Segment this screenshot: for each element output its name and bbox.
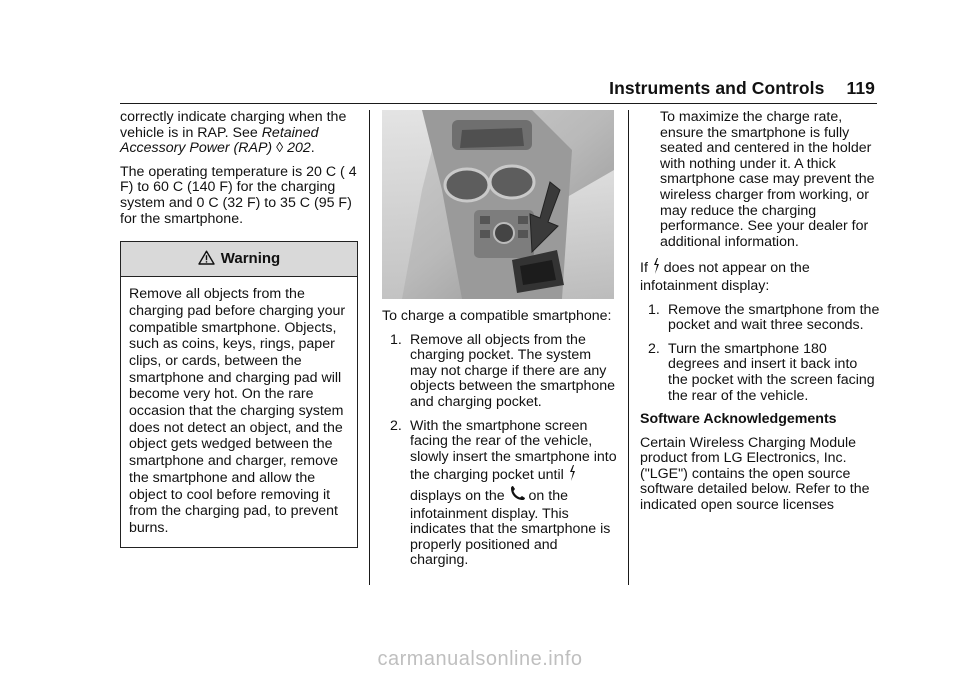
retry-steps	[640, 303, 880, 405]
header-rule	[120, 103, 877, 104]
rap-page-ref[interactable]: 202	[287, 140, 311, 157]
watermark: carmanualsonline.info	[377, 648, 583, 670]
charge-intro: To charge a compatible smartphone:	[382, 308, 612, 324]
charging-bolt-icon	[652, 258, 660, 279]
page-number: 119	[846, 78, 875, 98]
warning-triangle-icon	[198, 250, 215, 269]
warning-box	[120, 241, 358, 548]
section-title: Instruments and Controls	[609, 78, 825, 98]
charge-steps	[382, 333, 618, 569]
warning-text: Remove all objects from the charging pad before charging your compatible smartphone. Objects, such as coins, keys, rings, paper clips, or cards, between the smartphone and charging pad will become very hot. On the rare occasion that the charging system does not detect an object, and the object gets wedged between the smartphone and charger, remove the smartphone and allow the object to cool before removing it from the charging pad, to prevent burns.	[129, 286, 346, 536]
rap-link[interactable]: Retained Accessory Power (RAP)	[120, 124, 319, 157]
software-paragraph: Certain Wireless Charging Module product from LG Electronics, Inc. ("LGE") contains the open source software detailed below. Refer to the indicated open source licenses	[640, 434, 870, 514]
list-item: 2. Turn the smartphone 180 degrees and insert it back into the pocket with the screen facing the rear of the vehicle.	[648, 340, 875, 404]
column-3	[640, 110, 880, 522]
column-divider-1	[369, 110, 370, 585]
list-item: 2. With the smartphone screen facing the rear of the vehicle, slowly insert the smartphone into the charging pocket until displays on the on the infotainment display. This indicates that the smartphone is properly positioned and charging.	[390, 417, 617, 569]
not-displayed-paragraph: If does not appear on the infotainment display:	[640, 260, 810, 294]
column-2	[382, 110, 618, 577]
phone-handset-icon	[509, 486, 525, 507]
charging-bolt-icon	[568, 465, 576, 486]
page-ref-arrow-icon: ◊	[276, 140, 284, 157]
column-1	[120, 110, 358, 548]
warning-title: Warning	[220, 250, 281, 268]
list-item: 1. Remove all objects from the charging pocket. The system may not charge if there are any objects between the smartphone and charging pocket.	[390, 331, 616, 410]
charge-rate-note: To maximize the charge rate, ensure the smartphone is fully seated and centered in the holder with nothing under it. A thick smartphone case may prevent the wireless charger from working, or may reduce the charging performance. See your dealer for additional information.	[660, 109, 875, 250]
software-heading: Software Acknowledgements	[640, 411, 837, 428]
charging-pocket-photo	[382, 110, 614, 299]
warning-header	[121, 242, 357, 277]
rap-paragraph: correctly indicate charging when the vehicle is in RAP. See Retained Accessory Power (RAP) ◊ 202.	[120, 109, 347, 157]
list-item: 1. Remove the smartphone from the pocket and wait three seconds.	[648, 301, 880, 334]
temperature-paragraph: The operating temperature is 20 C ( 4 F) to 60 C (140 F) for the charging system and 0 C (32 F) to 35 C (95 F) for the smartphone.	[120, 163, 357, 227]
column-divider-2	[628, 110, 629, 585]
page-header	[560, 78, 875, 99]
